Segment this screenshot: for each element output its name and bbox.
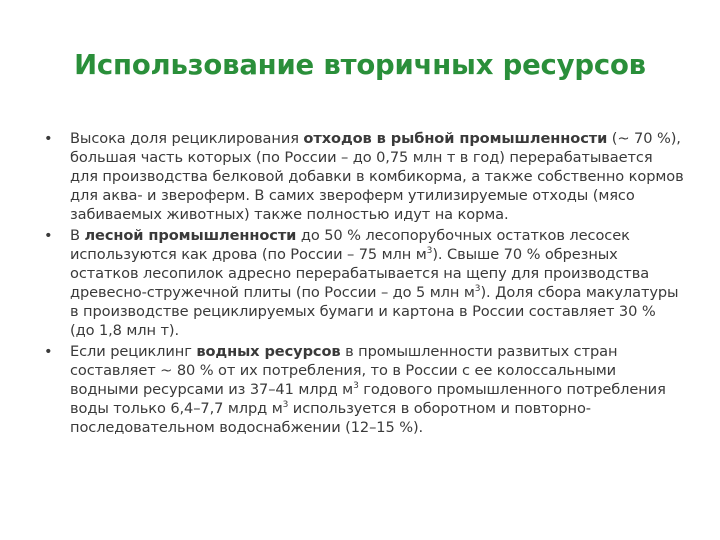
bullet-text: (~ 70 %), большая часть которых (по России – до 0,75 млн т в год) перерабатывается для производства белковой добавки в комбикорма, а также собственно кормов для аква- и звероферм. В самих звероферм утилизируемые отходы (мясо забиваемых животных) также полностью идут на корма. [70, 130, 684, 223]
bullet-list [44, 129, 684, 439]
bullet-item-water [44, 342, 684, 437]
bullet-icon: • [44, 343, 53, 360]
bullet-text: в промышленности развитых стран составляет ~ 80 % от их потребления, то в России с ее колоссальными водными ресурсами из 37–41 млрд м [70, 343, 618, 398]
bullet-emphasis: водных ресурсов [196, 343, 341, 360]
superscript: 3 [282, 400, 289, 411]
bullet-emphasis: лесной промышленности [84, 227, 297, 244]
bullet-text: Высока доля рециклирования [70, 130, 304, 147]
bullet-icon: • [44, 130, 53, 147]
bullet-text: до 50 % лесопорубочных остатков лесосек используются как дрова (по России – 75 млн м [70, 227, 630, 263]
bullet-icon: • [44, 227, 53, 244]
bullet-text: ). Свыше 70 % обрезных остатков лесопилок адресно перерабатывается на щепу для производства древесно-стружечной плиты (по России – до 5 млн м [70, 246, 650, 301]
superscript: 3 [426, 246, 433, 257]
superscript: 3 [353, 381, 359, 392]
slide-title: Использование вторичных ресурсов [74, 49, 646, 81]
bullet-item-forest [44, 226, 684, 340]
bullet-text: В [70, 227, 85, 244]
bullet-text: годового промышленного потребления воды только 6,4–7,7 млрд м [70, 381, 666, 417]
bullet-text: используется в оборотном и повторно-последовательном водоснабжении (12–15 %). [70, 400, 591, 436]
superscript: 3 [474, 284, 481, 295]
bullet-item-fish [44, 129, 684, 224]
bullet-text: Если рециклинг [70, 343, 197, 360]
bullet-text: ). Доля сбора макулатуры в производстве рециклируемых бумаги и картона в России составляет 30 % (до 1,8 млн т). [70, 284, 679, 339]
bullet-emphasis: отходов в рыбной промышленности [303, 130, 608, 147]
